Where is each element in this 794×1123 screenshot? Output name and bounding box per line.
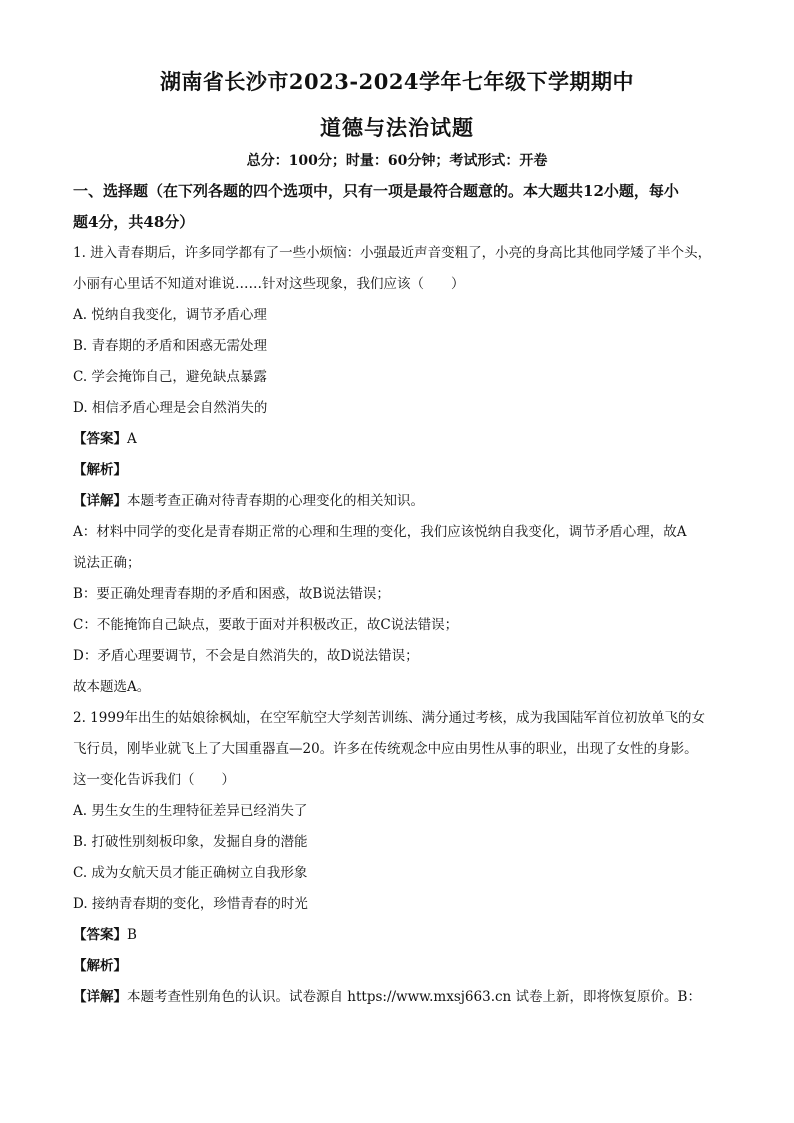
question-1-explain-a: A：材料中同学的变化是青春期正常的心理和生理的变化，我们应该悦纳自我变化，调节矛盾心理，故A bbox=[73, 524, 687, 540]
question-2-answer bbox=[73, 920, 723, 951]
question-2-stem-end: 这一变化告诉我们（ ） bbox=[73, 772, 235, 788]
question-2-option-b: B. 打破性别刻板印象，发掘自身的潜能 bbox=[73, 834, 308, 850]
answer-value: A bbox=[127, 431, 137, 447]
question-1-stem: 1. 进入青春期后，许多同学都有了一些小烦恼：小强最近声音变粗了，小亮的身高比其他同学矮了半个头， bbox=[73, 245, 712, 261]
question-1-conclusion: 故本题选A。 bbox=[73, 679, 151, 695]
section-heading-continued: 题4分，共48分） bbox=[73, 213, 195, 231]
exam-subject-title: 道德与法治试题 bbox=[320, 115, 474, 140]
detail-label: 【详解】 bbox=[73, 989, 127, 1005]
question-1-explain-b: B：要正确处理青春期的矛盾和困惑，故B说法错误； bbox=[73, 586, 390, 602]
detail-text: 本题考查性别角色的认识。试卷源自 https://www.mxsj663.cn 试卷上新，即将恢复原价。B： bbox=[127, 989, 701, 1005]
exam-info: 总分：100分；时量：60分钟；考试形式：开卷 bbox=[246, 153, 548, 169]
question-1-detail bbox=[73, 486, 723, 517]
question-1-explain-a-continued: 说法正确； bbox=[73, 555, 141, 571]
question-2-option-a: A. 男生女生的生理特征差异已经消失了 bbox=[73, 803, 308, 819]
detail-label: 【详解】 bbox=[73, 493, 127, 509]
question-2-option-d: D. 接纳青春期的变化，珍惜青春的时光 bbox=[73, 896, 308, 912]
question-1-option-c: C. 学会掩饰自己，避免缺点暴露 bbox=[73, 369, 267, 385]
question-1-option-a: A. 悦纳自我变化，调节矛盾心理 bbox=[73, 307, 267, 323]
question-1-explain-d: D：矛盾心理要调节，不会是自然消失的，故D说法错误； bbox=[73, 648, 419, 664]
section-heading: 一、选择题（在下列各题的四个选项中，只有一项是最符合题意的。本大题共12小题，每小 bbox=[73, 182, 679, 200]
question-1-option-b: B. 青春期的矛盾和困惑无需处理 bbox=[73, 338, 268, 354]
detail-text: 本题考查正确对待青春期的心理变化的相关知识。 bbox=[127, 493, 424, 509]
answer-label: 【答案】 bbox=[73, 431, 127, 447]
document-body bbox=[73, 176, 723, 1013]
question-1-answer bbox=[73, 424, 723, 455]
question-1-analysis-label: 【解析】 bbox=[73, 462, 127, 478]
question-1-option-d: D. 相信矛盾心理是会自然消失的 bbox=[73, 400, 268, 416]
exam-title: 湖南省长沙市2023-2024学年七年级下学期期中 bbox=[159, 69, 635, 94]
question-1-explain-c: C：不能掩饰自己缺点，要敢于面对并积极改正，故C说法错误； bbox=[73, 617, 459, 633]
question-1-stem-continued: 小丽有心里话不知道对谁说……针对这些现象，我们应该（ ） bbox=[73, 276, 465, 292]
question-2-analysis-label: 【解析】 bbox=[73, 958, 127, 974]
answer-label: 【答案】 bbox=[73, 927, 127, 943]
question-2-stem: 2. 1999年出生的姑娘徐枫灿，在空军航空大学刻苦训练、满分通过考核，成为我国陆军首位初放单飞的女 bbox=[73, 710, 706, 726]
question-2-stem-continued: 飞行员，刚毕业就飞上了大国重器直—20。许多在传统观念中应由男性从事的职业，出现了女性的身影。 bbox=[73, 741, 698, 757]
question-2-option-c: C. 成为女航天员才能正确树立自我形象 bbox=[73, 865, 308, 881]
question-2-detail bbox=[73, 982, 723, 1013]
answer-value: B bbox=[127, 927, 137, 943]
